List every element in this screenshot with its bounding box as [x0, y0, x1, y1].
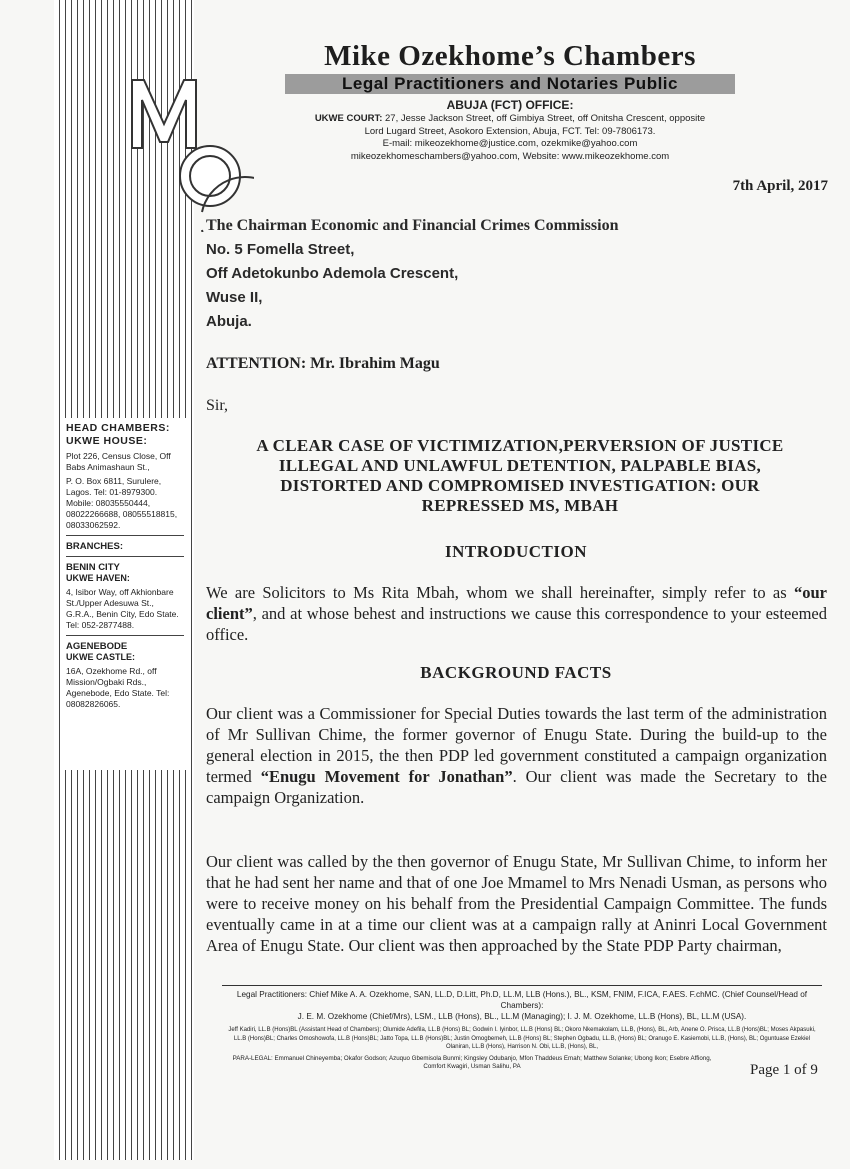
associates: Jeff Kadiri, LL.B (Hons)BL (Assistant Head of Chambers); Olumide Adefila, LL.B (Hons) BL; Godwin I. Iyinbor, LL.B (Hons) BL; Okoro Nkemakolam, LL.B, (Hons), BL, Arb, Anene O. Prisca, LL.B (Hons)BL; Moses Akpasuki, LL.B (Hons)BL; Charles Omoshowofa, LL.B (Hons)BL; Jatto Topa, LL.B (Hons)BL; Justin Omogbemeh, LL.B (Hons) BL; Stephen Ogbadu, LL.B, (Hons) BL; Oranugo E. Kasiemobi, LL.B, (Hons), BL; Oguntuase Ezekiel Olaniran, LL.B (Hons), Harrison N. Obi, LL.B, (Hons), BL, — [228, 1027, 816, 1050]
benin-subtitle: UKWE HAVEN: — [66, 573, 130, 583]
recipient-line: Wuse II, — [206, 289, 263, 306]
office-address — [250, 113, 770, 163]
benin-address: 4, Isibor Way, off Akhionbare St./Upper Adesuwa St., G.R.A., Benin City, Edo State. Tel: 052-2877488. — [66, 587, 179, 630]
background-heading: BACKGROUND FACTS — [420, 663, 612, 682]
intro-bold: “our client” — [206, 583, 827, 623]
bg1-text: Our client was a Commissioner for Special Duties towards the last term of the administration of Mr Sullivan Chime, the former governor of Enugu State. During the build-up to the general election in 2015, the then PDP led government constituted a campaign organization termed — [206, 704, 827, 786]
subject-heading — [210, 436, 830, 516]
head-chambers-subtitle: UKWE HOUSE: — [66, 435, 148, 447]
agenebode-address: 16A, Ozekhome Rd., off Mission/Ogbaki Rds., Agenebode, Edo State. Tel: 08082826065. — [66, 666, 170, 709]
address-line1: 27, Jesse Jackson Street, off Gimbiya Street, off Onitsha Crescent, opposite — [382, 113, 706, 124]
letter-date: 7th April, 2017 — [732, 178, 828, 194]
monogram-logo — [124, 62, 254, 232]
subject-line: A CLEAR CASE OF VICTIMIZATION,PERVERSION OF JUSTICE — [256, 436, 784, 455]
intro-text: We are Solicitors to Ms Rita Mbah, whom we shall hereinafter, simply refer to as — [206, 583, 794, 602]
intro-heading: INTRODUCTION — [444, 542, 588, 561]
head-chambers-title: HEAD CHAMBERS: — [66, 422, 170, 434]
benin-title: BENIN CITY — [66, 556, 184, 573]
recipient-block — [206, 214, 618, 334]
subject-line: DISTORTED AND COMPROMISED INVESTIGATION: OUR — [280, 476, 760, 495]
subject-line: REPRESSED MS, MBAH — [421, 496, 619, 515]
firm-name: Mike Ozekhome’s Chambers — [324, 40, 696, 72]
recipient-line: No. 5 Fomella Street, — [206, 241, 355, 258]
intro-paragraph — [206, 582, 827, 645]
salutation: Sir, — [206, 397, 229, 414]
recipient-line: Abuja. — [206, 313, 252, 330]
recipient-line: Off Adetokunbo Ademola Crescent, — [206, 265, 459, 282]
attention-line: ATTENTION: Mr. Ibrahim Magu — [206, 355, 440, 372]
background-paragraph-2: Our client was called by the then governor of Enugu State, Mr Sullivan Chime, to inform her that he had sent her name and that of one Joe Mmamel to Mrs Nenadi Usman, as persons who were to receive money on his behalf from the Presidential Campaign Committee. The funds eventually came in at a time our client was at a campaign rally at Aninri Local Government Area of Enugu State. Our client was then approached by the State PDP Party chairman, — [206, 852, 827, 955]
intro-text-end: , and at whose behest and instructions we cause this correspondence to your esteemed office. — [206, 604, 827, 644]
email-line: E-mail: mikeozekhome@justice.com, ozekmike@yahoo.com — [382, 138, 638, 149]
branches-title: BRANCHES: — [66, 535, 184, 552]
address-line2: Lord Lugard Street, Asokoro Extension, Abuja, FCT. Tel: 09-7806173. — [364, 125, 656, 137]
footer — [222, 985, 822, 1072]
agenebode-title: AGENEBODE — [66, 635, 184, 652]
agenebode-subtitle: UKWE CASTLE: — [66, 652, 135, 662]
bg1-text-end: . Our client was made the Secretary to the campaign Organization. — [206, 767, 827, 807]
web-line: mikeozekhomeschambers@yahoo.com, Website: www.mikeozekhome.com — [350, 150, 670, 162]
page-number: Page 1 of 9 — [750, 1062, 818, 1078]
background-paragraph-1 — [206, 703, 827, 808]
sidebar-addresses — [62, 418, 188, 770]
office-title: ABUJA (FCT) OFFICE: — [446, 98, 574, 112]
head-contact: P. O. Box 6811, Surulere, Lagos. Tel: 01-8979300. Mobile: 08035550444, 08022266688, 08055518815, 08033062592. — [66, 476, 178, 530]
head-address: Plot 226, Census Close, Off Babs Animashaun St., — [66, 451, 171, 472]
practitioners-line1: Legal Practitioners: Chief Mike A. A. Ozekhome, SAN, LL.D, D.Litt, Ph.D, LL.M, LLB (Hons.), BL., KSM, FNIM, F.ICA, F.AES. F.chMC. (Chief Counsel/Head of Chambers): — [236, 990, 808, 1010]
practitioners-line2: J. E. M. Ozekhome (Chief/Mrs), LSM., LLB (Hons), BL., LL.M (Managing); I. J. M. Ozekhome, LL.B (Hons), BL, LL.M (USA). — [297, 1012, 747, 1021]
para-legal: PARA-LEGAL: Emmanuel Chineyemba; Okafor Godson; Azuquo Gbemisola Bunmi; Kingsley Odubanjo, Mfon Thaddeus Emah; Matthew Solanke; Ubong Ikon; Esebre Affiong, Comfort Kwagiri, Usman Salihu, PA — [232, 1054, 712, 1070]
subject-line: ILLEGAL AND UNLAWFUL DETENTION, PALPABLE BIAS, — [278, 456, 762, 475]
address-label: UKWE COURT: — [314, 113, 383, 124]
bg1-bold: “Enugu Movement for Jonathan” — [260, 767, 513, 786]
firm-tagline: Legal Practitioners and Notaries Public — [285, 74, 735, 94]
recipient-line: The Chairman Economic and Financial Crimes Commission — [206, 217, 619, 234]
letterhead — [250, 40, 770, 163]
